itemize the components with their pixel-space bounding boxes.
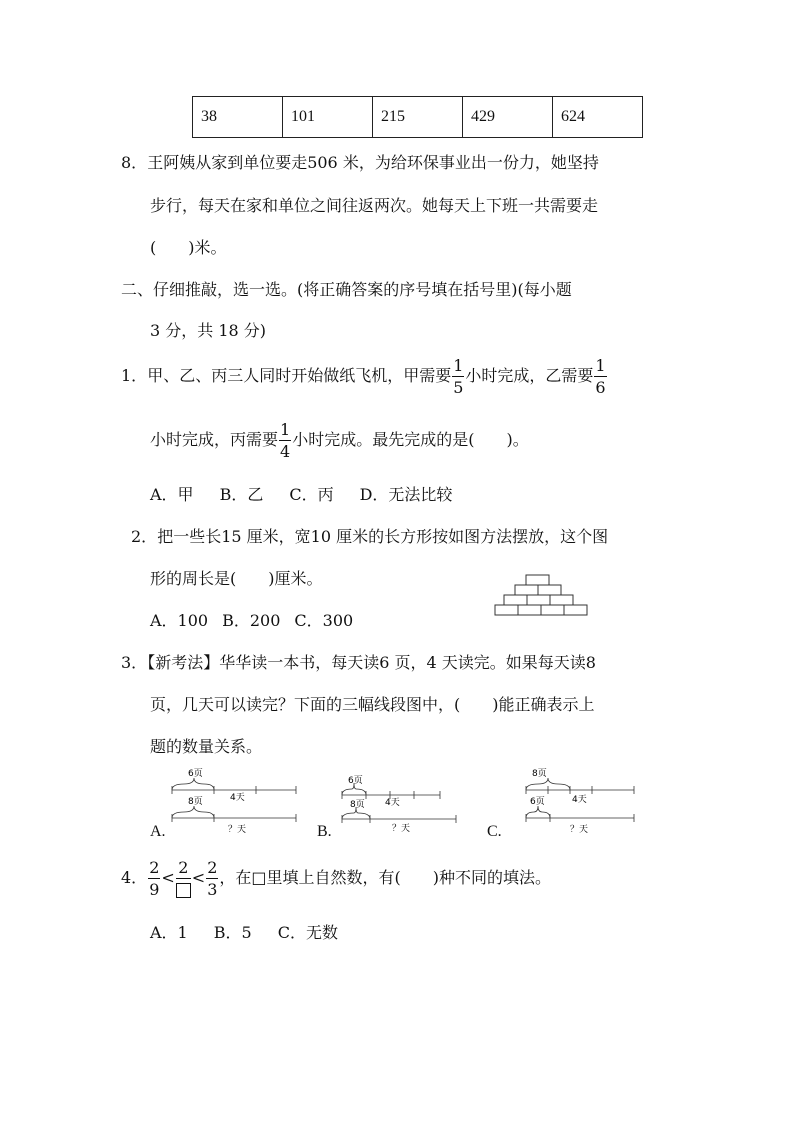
q4-options — [150, 920, 364, 943]
q3c-top-brace-label: 8页 — [532, 769, 547, 779]
q1-fraction-1: $\frac{1}{5}$ — [453, 355, 464, 397]
q1-fraction-3: $\frac{1}{4}$ — [280, 419, 291, 461]
q1-option-a[interactable]: A．甲 — [150, 485, 194, 504]
q1-number: 1． — [121, 366, 148, 385]
q4-fraction-mid: 2 — [176, 860, 191, 898]
q3b-top-brace-label: 6页 — [348, 776, 363, 786]
q1-line1 — [121, 356, 608, 396]
q8-number: 8． — [121, 153, 148, 172]
q2-options — [150, 608, 379, 631]
blank-box-icon[interactable] — [176, 883, 191, 898]
q1-text-d: 小时完成。最先完成的是( )。 — [292, 430, 529, 449]
q4-fraction-right: $\frac{2}{3}$ — [207, 857, 218, 899]
q4-option-b[interactable]: B．5 — [213, 923, 252, 942]
q3c-bottom-days-label: ？天 — [570, 825, 589, 835]
q3-diagram-b[interactable] — [340, 773, 460, 839]
q3a-bottom-days-label: ？天 — [228, 825, 247, 835]
q1-text-c: 小时完成，丙需要 — [150, 430, 279, 449]
q4-less-than-1: < — [161, 868, 175, 887]
q4-number: 4． — [121, 868, 148, 887]
section2-heading-2: 3 分，共 18 分) — [150, 321, 267, 340]
q2-option-a[interactable]: A．100 — [150, 611, 209, 630]
q4-option-c[interactable]: C．无数 — [277, 923, 338, 942]
q3-text-2: 页，几天可以读完？下面的三幅线段图中，( )能正确表示上 — [150, 695, 595, 714]
q8-text-3: ( )米。 — [150, 238, 227, 257]
q3b-top-days-label: 4天 — [385, 798, 400, 808]
q2-option-c[interactable]: C．300 — [294, 611, 354, 630]
table-cell: 101 — [283, 97, 373, 138]
q1-option-b[interactable]: B．乙 — [219, 485, 264, 504]
q2-text-1: 把一些长15 厘米，宽10 厘米的长方形按如图方法摆放，这个图 — [157, 527, 609, 546]
q4-less-than-2: < — [191, 868, 206, 887]
q3-option-a-label[interactable]: A. — [150, 823, 166, 840]
q4-line1 — [121, 856, 551, 900]
q1-text-a: 甲、乙、丙三人同时开始做纸飞机，甲需要 — [147, 366, 452, 385]
q2-line1 — [131, 524, 608, 547]
q1-fraction-2: $\frac{1}{6}$ — [595, 355, 606, 397]
q4-fraction-left: $\frac{2}{9}$ — [149, 857, 160, 899]
q3b-bottom-days-label: ？天 — [392, 824, 411, 834]
q3-number: 3． — [121, 653, 148, 672]
brick-stack-figure — [494, 574, 596, 624]
q1-option-c[interactable]: C．丙 — [289, 485, 334, 504]
q3-option-c-label[interactable]: C. — [487, 823, 502, 840]
q3c-top-days-label: 4天 — [572, 795, 587, 805]
q3a-top-brace-label: 6页 — [188, 769, 203, 779]
q3-text-3: 题的数量关系。 — [150, 737, 263, 756]
q2-option-b[interactable]: B．200 — [222, 611, 281, 630]
q8-text-2: 步行，每天在家和单位之间往返两次。她每天上下班一共需要走 — [150, 196, 599, 215]
q3a-top-days-label: 4天 — [230, 793, 245, 803]
values-table — [192, 96, 643, 138]
q8-line1 — [121, 150, 599, 173]
q3-line1 — [121, 650, 596, 673]
q1-line2 — [150, 420, 529, 460]
q3-diagram-c[interactable] — [524, 766, 638, 838]
q1-options — [150, 482, 478, 505]
q8-text-1: 王阿姨从家到单位要走506 米，为给环保事业出一份力，她坚持 — [147, 153, 599, 172]
table-cell: 429 — [463, 97, 553, 138]
q3a-bottom-brace-label: 8页 — [188, 797, 203, 807]
table-cell: 38 — [193, 97, 283, 138]
q3-option-b-label[interactable]: B. — [317, 823, 332, 840]
q2-text-2: 形的周长是( )厘米。 — [150, 569, 323, 588]
q4-option-a[interactable]: A．1 — [150, 923, 188, 942]
q1-option-d[interactable]: D．无法比较 — [359, 485, 453, 504]
q3-diagram-a[interactable] — [170, 766, 300, 838]
q3c-bottom-brace-label: 6页 — [530, 797, 545, 807]
table-row — [193, 97, 643, 138]
q4-text: ，在□里填上自然数，有( )种不同的填法。 — [219, 868, 551, 887]
table-cell: 624 — [553, 97, 643, 138]
section2-heading: 二、仔细推敲，选一选。(将正确答案的序号填在括号里)(每小题 — [121, 280, 572, 299]
q3b-bottom-brace-label: 8页 — [350, 800, 365, 810]
q3-text-1: 【新考法】华华读一本书，每天读6 页，4 天读完。如果每天读8 — [147, 653, 596, 672]
q1-text-b: 小时完成，乙需要 — [465, 366, 594, 385]
table-cell: 215 — [373, 97, 463, 138]
q2-number: 2． — [131, 527, 158, 546]
